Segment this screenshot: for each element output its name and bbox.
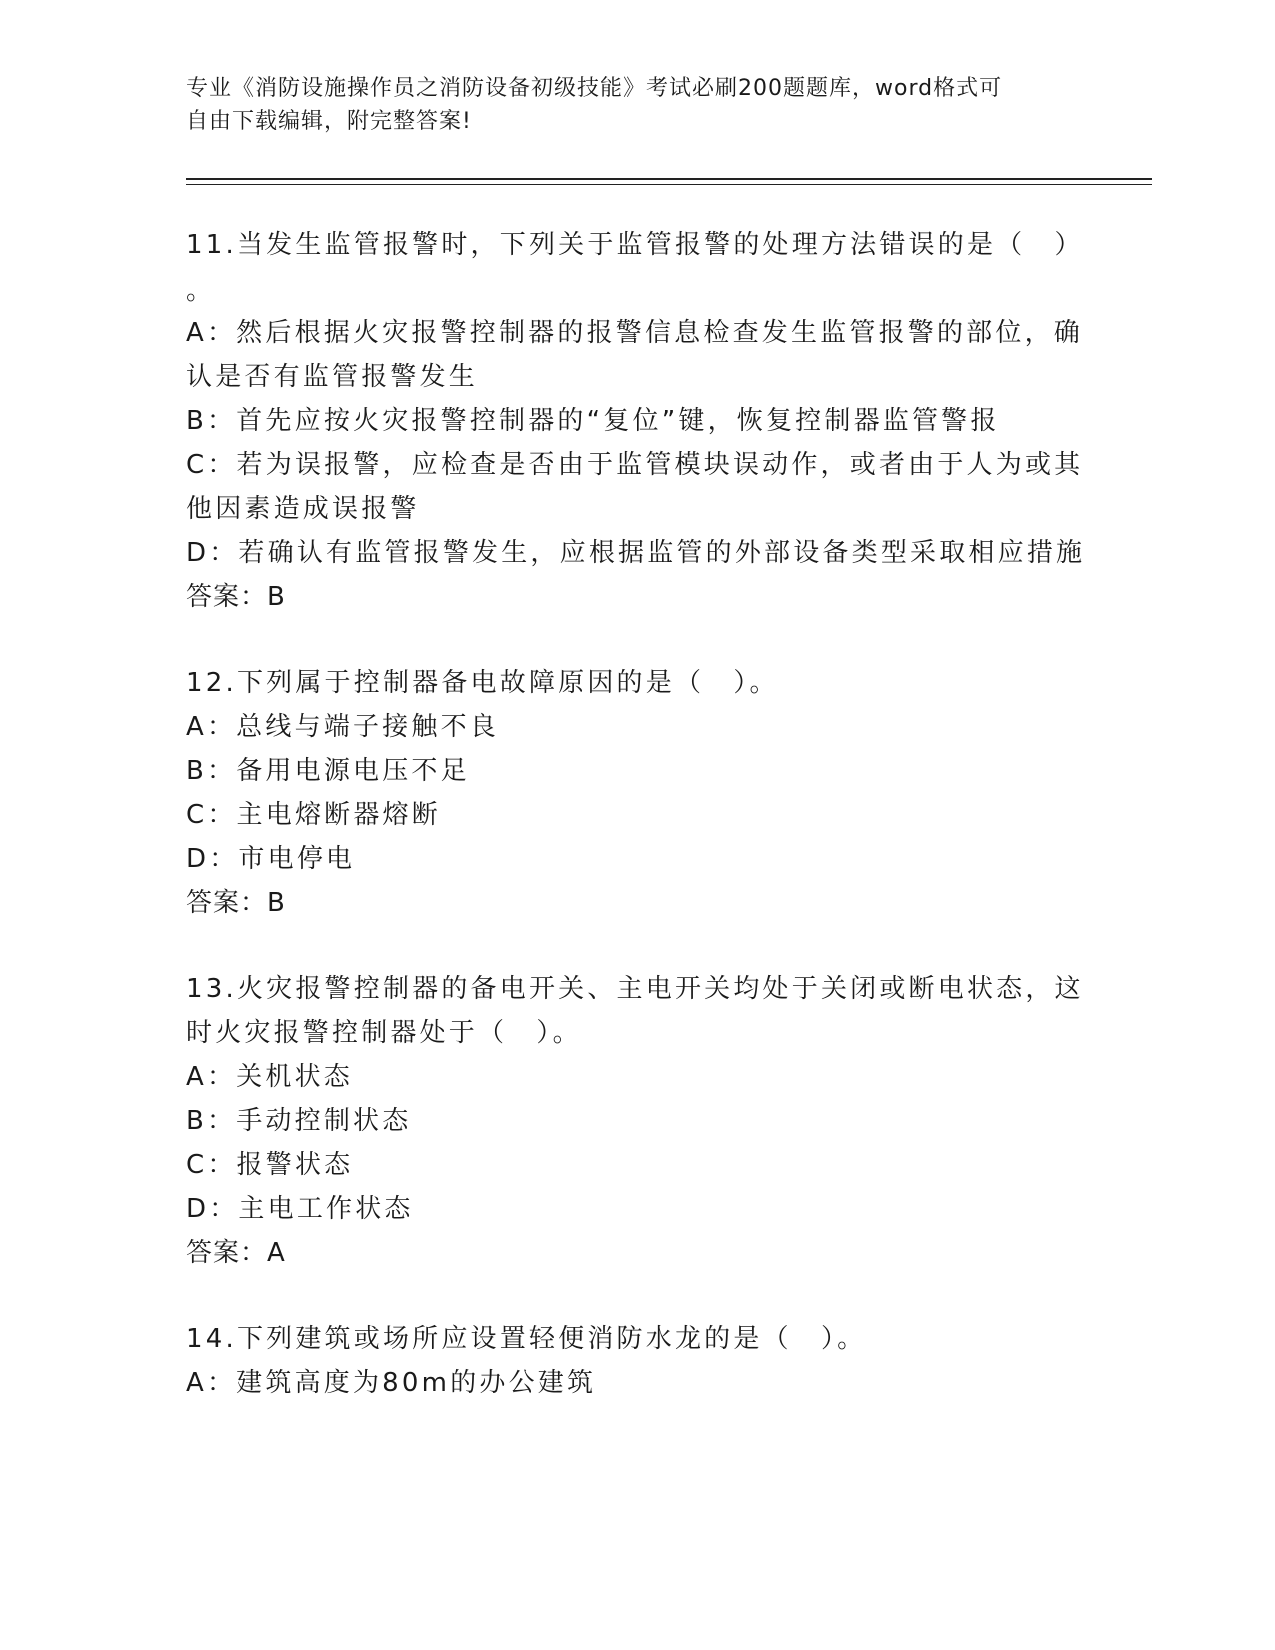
answer: 答案：A [186,1238,286,1268]
answer: 答案：B [186,888,286,918]
question-stem: 14.下列建筑或场所应设置轻便消防水龙的是（ ）。 [186,1324,867,1354]
option-c: C：主电熔断器熔断 [186,800,441,830]
header-line-1: 专业《消防设施操作员之消防设备初级技能》考试必刷200题题库，word格式可 [186,76,1003,101]
option-b: B：首先应按火灾报警控制器的“复位”键，恢复控制器监管警报 [186,406,1000,436]
option-d: D：若确认有监管报警发生，应根据监管的外部设备类型采取相应措施 [186,538,1086,568]
answer: 答案：B [186,582,286,612]
question-stem-continued: 。 [186,276,216,306]
option-d: D：主电工作状态 [186,1194,414,1224]
question-stem: 12.下列属于控制器备电故障原因的是（ ）。 [186,668,779,698]
header-line-2: 自由下载编辑，附完整答案! [186,109,472,134]
header-divider-thick [186,178,1152,180]
option-a: A：建筑高度为80m的办公建筑 [186,1368,597,1398]
option-a: A：总线与端子接触不良 [186,712,499,742]
option-c: C：若为误报警，应检查是否由于监管模块误动作，或者由于人为或其 [186,450,1084,480]
option-a: A：然后根据火灾报警控制器的报警信息检查发生监管报警的部位，确 [186,318,1083,348]
option-c: C：报警状态 [186,1150,354,1180]
option-b: B：备用电源电压不足 [186,756,470,786]
document-header [186,72,1066,138]
header-divider-thin [186,184,1152,185]
option-a: A：关机状态 [186,1062,353,1092]
option-c-continued: 他因素造成误报警 [186,494,420,524]
question-stem: 13.火灾报警控制器的备电开关、主电开关均处于关闭或断电状态，这 [186,974,1084,1004]
option-b: B：手动控制状态 [186,1106,412,1136]
question-stem: 11.当发生监管报警时，下列关于监管报警的处理方法错误的是（ ） [186,230,1084,260]
question-stem-continued: 时火灾报警控制器处于（ ）。 [186,1018,582,1048]
option-a-continued: 认是否有监管报警发生 [186,362,479,392]
option-d: D：市电停电 [186,844,356,874]
